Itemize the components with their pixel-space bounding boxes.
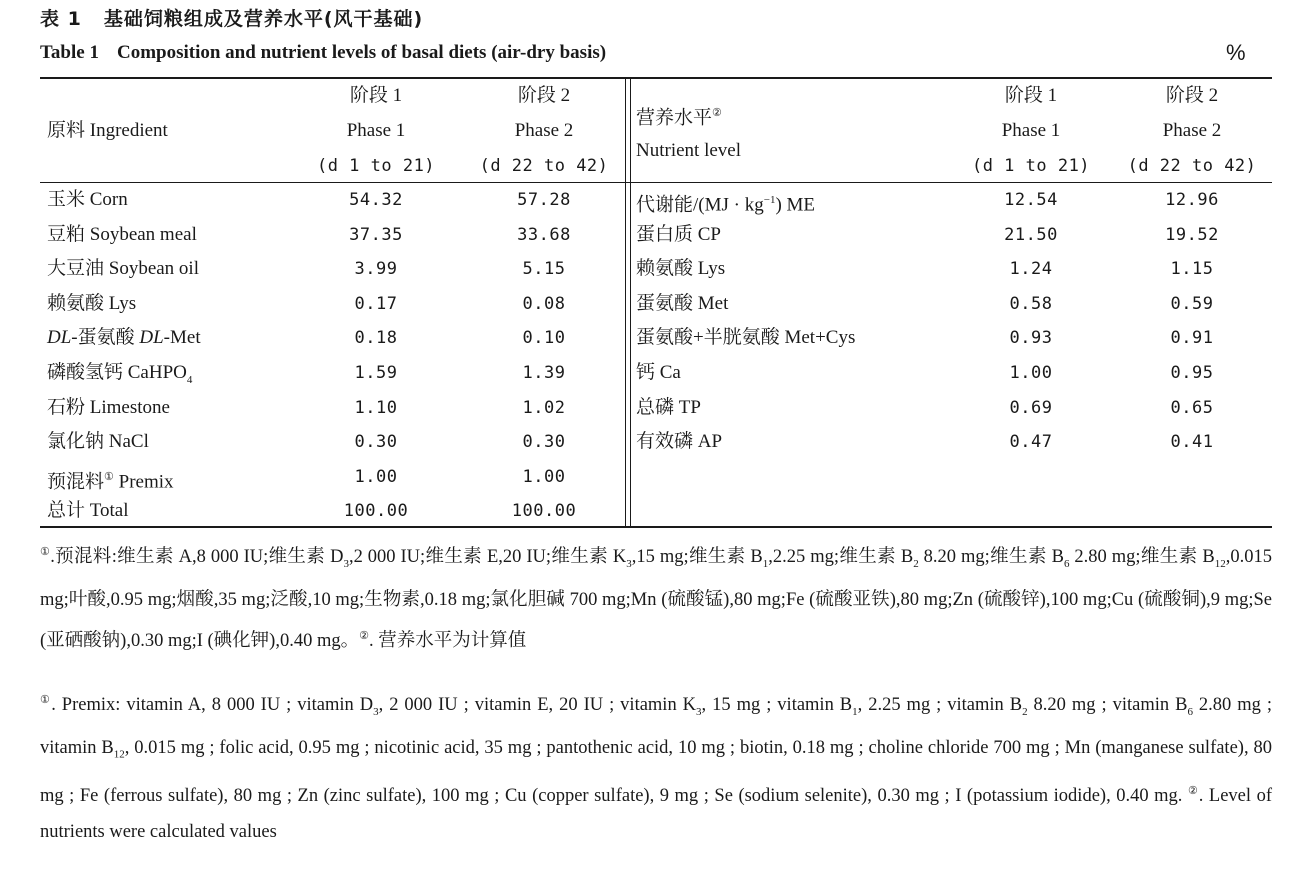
footnote-subscript: 6 — [1187, 705, 1193, 718]
ingredient-phase1-value: 100.00 — [343, 501, 409, 522]
nutrient-text: 赖氨酸 Lys — [636, 258, 726, 280]
table-number-en: Table 1 — [40, 42, 99, 63]
footnote-text: . Premix: vitamin A, 8 000 IU ; vitamin D — [51, 695, 374, 716]
header-left-phase2-en: Phase 2 — [514, 120, 574, 141]
ingredient-label — [47, 466, 174, 493]
ingredient-phase2-value: 0.30 — [522, 432, 566, 453]
footnote-en — [40, 682, 1272, 850]
header-right-phase2-en: Phase 2 — [1162, 120, 1222, 141]
header-ingredient: 原料 Ingredient — [47, 120, 168, 141]
ingredient-phase1-value: 54.32 — [349, 190, 403, 210]
footnote-mark: ① — [40, 546, 51, 558]
footnote-subscript: 1 — [852, 705, 858, 718]
nutrient-phase1-value: 0.47 — [1009, 432, 1053, 453]
footnote-mark: ② — [359, 629, 369, 642]
nutrient-label — [636, 258, 725, 280]
ingredient-phase2-value: 1.02 — [522, 397, 566, 418]
header-right-phase1-cn: 阶段 1 — [1004, 85, 1058, 106]
ingredient-text: 预混料 — [47, 471, 105, 493]
ingredient-text: 玉米 Corn — [47, 189, 128, 210]
ingredient-label — [47, 362, 192, 391]
footnote-subscript: 3 — [343, 557, 349, 570]
table-title-cn — [40, 4, 423, 31]
table-title-en — [40, 42, 606, 64]
footnote-text: 8.20 mg ; vitamin B — [1027, 695, 1188, 716]
footnote-subscript: 12 — [113, 748, 125, 761]
column-divider — [625, 78, 631, 526]
nutrient-phase2-value: 12.96 — [1165, 190, 1219, 210]
ingredient-label — [47, 293, 136, 315]
ingredient-phase1-value: 1.10 — [354, 397, 398, 418]
ingredient-text: 氯化钠 NaCl — [47, 431, 149, 453]
footnote-mark: ① — [40, 694, 52, 706]
footnote-subscript: 2 — [913, 557, 919, 570]
footnote-text: , 2 000 IU ; vitamin E, 20 IU ; vitamin K — [378, 695, 697, 716]
footnote-text: ,15 mg;维生素 B — [631, 547, 763, 568]
ingredient-phase2-value: 1.39 — [522, 363, 566, 383]
footnote-text: , 0.015 mg ; folic acid, 0.95 mg ; nicotinic acid, 35 mg ; pantothenic acid, 10 mg ; biotin, 0.18 mg ; choline chloride 700 mg ; Mn (manganese sulfate), 80 mg ; Fe (ferrous sulfate), 80 mg ; Zn (zinc sulfate), 100 mg ; Cu (copper sulfate), 9 mg ; Se (sodium selenite), 0.30 mg ; I (potassium iodide), 0.40 mg. — [40, 737, 1272, 806]
nutrient-text: 总磷 TP — [636, 396, 701, 418]
nutrient-label — [636, 431, 722, 453]
ingredient-label — [47, 397, 170, 419]
footnote-text: . Level of nutrients were calculated values — [40, 785, 1272, 842]
header-nutrient-cn — [636, 102, 722, 129]
footnote-cn — [40, 534, 1272, 659]
header-nutrient-cn-text: 营养水平 — [636, 107, 713, 129]
footnote-subscript: 1 — [762, 557, 769, 570]
ingredient-text: -Met — [163, 327, 201, 349]
header-nutrient-en: Nutrient level — [636, 140, 741, 161]
header-right-phase1-days: (d 1 to 21) — [971, 156, 1091, 176]
nutrient-phase2-value: 0.65 — [1170, 397, 1214, 418]
ingredient-label — [47, 189, 128, 211]
table-title-en-text: Composition and nutrient levels of basal diets (air-dry basis) — [116, 42, 607, 63]
nutrient-phase1-value: 0.69 — [1009, 397, 1053, 418]
nutrient-phase1-value: 12.54 — [1004, 190, 1058, 210]
ingredient-label — [47, 224, 197, 246]
footnote-subscript: 3 — [373, 705, 379, 718]
nutrient-phase2-value: 0.95 — [1170, 363, 1214, 383]
top-rule — [40, 77, 1272, 79]
nutrient-superscript: −1 — [763, 194, 776, 206]
header-left-phase1-cn: 阶段 1 — [349, 85, 403, 106]
header-left-phase2-days: (d 22 to 42) — [479, 156, 609, 176]
header-left-phase1-en: Phase 1 — [346, 120, 406, 141]
footnote-subscript: 6 — [1063, 557, 1070, 570]
ingredient-phase2-value: 0.08 — [522, 293, 566, 314]
nutrient-label — [636, 224, 721, 246]
ingredient-phase1-value: 0.18 — [354, 328, 398, 349]
nutrient-text: 蛋氨酸+半胱氨酸 Met+Cys — [636, 327, 856, 349]
nutrient-phase2-value: 0.41 — [1170, 432, 1214, 453]
nutrient-text: 有效磷 AP — [636, 431, 723, 453]
ingredient-phase1-value: 0.17 — [354, 293, 398, 314]
nutrient-label — [636, 189, 815, 216]
nutrient-phase1-value: 21.50 — [1004, 224, 1058, 245]
ingredient-phase2-value: 33.68 — [517, 224, 571, 245]
ingredient-phase2-value: 1.00 — [522, 466, 566, 487]
footnote-subscript: 3 — [626, 557, 632, 570]
header-rule — [40, 182, 1272, 183]
ingredient-phase2-value: 0.10 — [522, 328, 566, 349]
ingredient-phase2-value: 100.00 — [511, 501, 577, 522]
nutrient-phase2-value: 1.15 — [1170, 259, 1214, 280]
footnote-text: . 营养水平为计算值 — [368, 631, 527, 651]
footnote-text: ,2 000 IU;维生素 E,20 IU;维生素 K — [348, 547, 627, 568]
ingredient-phase1-value: 0.30 — [354, 432, 398, 453]
footnote-text: ,0.015 mg;叶酸,0.95 mg;烟酸,35 mg;泛酸,10 mg;生物素,0.18 mg;氯化胆碱 700 mg;Mn (硫酸锰),80 mg;Fe (硫酸亚铁),80 mg;Zn (硫酸锌),100 mg;Cu (硫酸铜),9 mg;Se (亚硒酸钠),0.30 mg;I (碘化钾),0.40 mg。 — [40, 547, 1272, 651]
table-title-cn-text: 基础饲粮组成及营养水平(风干基础) — [103, 8, 424, 30]
footnote-text: ,2.25 mg;维生素 B — [768, 547, 914, 568]
ingredient-text-en: Premix — [113, 471, 174, 493]
footnote-mark-1: ① — [104, 470, 114, 483]
ingredient-text: 磷酸氢钙 CaHPO — [47, 362, 187, 383]
nutrient-label — [636, 293, 728, 315]
nutrient-text-tail: ) ME — [775, 194, 816, 216]
footnote-mark: ② — [1187, 784, 1199, 797]
ingredient-phase1-value: 1.59 — [354, 363, 398, 383]
nutrient-text: 蛋氨酸 Met — [636, 292, 729, 314]
nutrient-phase2-value: 0.91 — [1170, 328, 1214, 349]
table-number-cn: 表 1 — [40, 8, 82, 30]
ingredient-text: 赖氨酸 Lys — [47, 292, 137, 314]
ingredient-text: 总计 Total — [47, 500, 129, 522]
footnote-text: .预混料:维生素 A,8 000 IU;维生素 D — [50, 547, 344, 568]
footnote-text: 8.20 mg;维生素 B — [918, 547, 1064, 568]
header-left-phase2-cn: 阶段 2 — [517, 85, 571, 106]
nutrient-label — [636, 362, 681, 384]
header-right-phase2-days: (d 22 to 42) — [1127, 156, 1257, 176]
unit-label: % — [1226, 40, 1246, 65]
ingredient-phase1-value: 1.00 — [354, 466, 398, 487]
footnote-text: 2.80 mg;维生素 B — [1069, 547, 1215, 568]
ingredient-phase2-value: 57.28 — [517, 190, 571, 210]
nutrient-text: 钙 Ca — [636, 362, 681, 383]
ingredient-subscript: 4 — [186, 373, 193, 386]
header-left-phase1-days: (d 1 to 21) — [316, 156, 436, 176]
ingredient-text: 大豆油 Soybean oil — [47, 258, 199, 280]
ingredient-phase2-value: 5.15 — [522, 259, 566, 280]
nutrient-phase1-value: 0.93 — [1009, 328, 1053, 349]
nutrient-phase1-value: 0.58 — [1009, 293, 1053, 314]
footnote-text: , 15 mg ; vitamin B — [701, 695, 853, 716]
nutrient-label — [636, 327, 855, 349]
ingredient-label — [47, 258, 199, 280]
footnote-mark-2: ② — [712, 107, 722, 119]
ingredient-phase1-value: 37.35 — [349, 224, 403, 245]
italic-prefix: DL — [47, 327, 72, 349]
footnote-subscript: 3 — [696, 705, 702, 718]
nutrient-phase2-value: 19.52 — [1165, 224, 1219, 245]
nutrient-label — [636, 397, 701, 419]
header-right-phase2-cn: 阶段 2 — [1165, 85, 1219, 106]
ingredient-phase1-value: 3.99 — [354, 259, 398, 280]
bottom-rule — [40, 526, 1272, 528]
ingredient-label — [47, 327, 201, 349]
nutrient-phase2-value: 0.59 — [1170, 293, 1214, 314]
nutrient-text: 代谢能/(MJ · kg — [636, 194, 764, 216]
italic-prefix: DL — [139, 327, 164, 349]
header-right-phase1-en: Phase 1 — [1001, 120, 1061, 141]
nutrient-phase1-value: 1.00 — [1009, 363, 1053, 383]
footnote-subscript: 12 — [1214, 557, 1226, 570]
footnote-subscript: 2 — [1022, 705, 1028, 718]
footnote-text: 2.80 mg ; vitamin B — [40, 695, 1272, 758]
ingredient-label — [47, 431, 149, 453]
nutrient-phase1-value: 1.24 — [1009, 259, 1053, 280]
nutrient-text: 蛋白质 CP — [636, 223, 721, 245]
ingredient-text: 豆粕 Soybean meal — [47, 223, 197, 245]
ingredient-text: -蛋氨酸 — [71, 327, 140, 349]
footnote-text: , 2.25 mg ; vitamin B — [857, 695, 1023, 716]
ingredient-label — [47, 500, 129, 522]
ingredient-text: 石粉 Limestone — [47, 396, 170, 418]
